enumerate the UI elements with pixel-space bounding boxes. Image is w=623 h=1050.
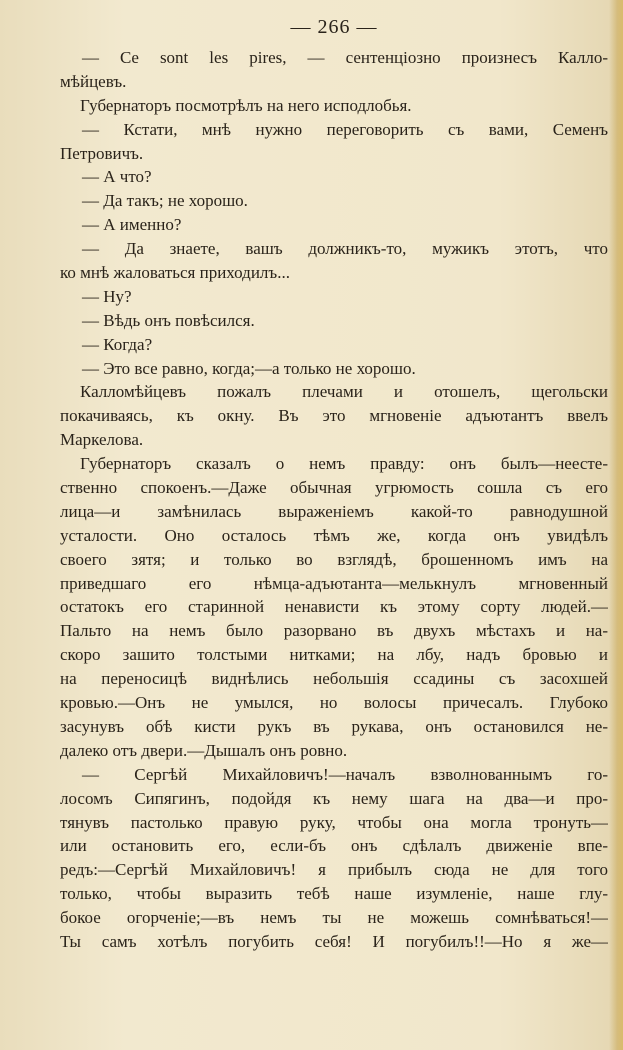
page-binding-shadow [609, 0, 623, 1050]
text-line: — Сергѣй Михайловичъ!—началъ взволнованнымъ го- [82, 764, 608, 784]
text-line: Губернаторъ посмотрѣлъ на него исподлобья. [80, 95, 412, 115]
text-line: остатокъ его старинной ненависти къ этому сорту людей.— [60, 597, 608, 617]
page-number: — 266 — [290, 16, 378, 38]
text-line: Петровичъ. [60, 143, 144, 163]
text-line: — Ce sont les pires, — сентенціозно произнесъ Калло- [82, 48, 608, 67]
text-line: — Да такъ; не хорошо. [82, 191, 248, 211]
text-line: лица—и замѣнилась выраженіемъ какой-то равнодушной [60, 501, 608, 521]
text-line: — Когда? [82, 334, 153, 354]
text-line: далеко отъ двери.—Дышалъ онъ ровно. [60, 740, 348, 760]
text-line: — Это все равно, когда;—а только не хорошо. [82, 358, 416, 378]
text-line: или остановить его, если-бъ онъ сдѣлалъ движеніе впе- [60, 836, 608, 856]
text-line: тянувъ пастолько правую руку, чтобы она могла тронуть— [60, 812, 608, 832]
text-line: кровью.—Онъ не умылся, но волосы причесалъ. Глубоко [60, 693, 608, 713]
text-line: покачиваясь, къ окну. Въ это мгновеніе адъютантъ ввелъ [60, 406, 608, 426]
text-body [60, 46, 608, 954]
text-line: только, чтобы выразить тебѣ наше изумленіе, наше глу- [60, 884, 608, 904]
text-line: на переносицѣ виднѣлись небольшія ссадины съ засохшей [60, 669, 608, 689]
text-line: своего зятя; и только во взглядѣ, брошенномъ имъ на [60, 549, 608, 569]
text-line: лосомъ Сипягинъ, подойдя къ нему шага на два—и про- [60, 788, 608, 808]
text-line: Пальто на немъ было разорвано въ двухъ мѣстахъ и на- [60, 621, 608, 641]
text-line: — Вѣдь онъ повѣсился. [82, 310, 255, 330]
text-line: ственно спокоенъ.—Даже обычная угрюмость сошла съ его [60, 478, 608, 498]
text-line: — Да знаете, вашъ должникъ-то, мужикъ этотъ, что [82, 239, 608, 259]
text-line: бокое огорченіе;—въ немъ ты не можешь сомнѣваться!— [60, 908, 608, 928]
text-line: Ты самъ хотѣлъ погубить себя! И погубилъ!!—Но я же— [60, 931, 608, 951]
text-line: усталости. Оно осталось тѣмъ же, когда онъ увидѣлъ [60, 525, 608, 545]
text-line: — А именно? [82, 215, 182, 235]
text-line: Маркелова. [60, 430, 144, 450]
book-page [60, 10, 608, 954]
text-line: Калломѣйцевъ пожалъ плечами и отошелъ, щегольски [80, 382, 608, 402]
text-line: засунувъ обѣ кисти рукъ въ рукава, онъ остановился не- [60, 716, 608, 736]
text-line: приведшаго его нѣмца-адъютанта—мелькнулъ мгновенный [60, 573, 608, 593]
text-line: — А что? [82, 167, 152, 187]
text-line: редъ:—Сергѣй Михайловичъ! я прибылъ сюда не для того [60, 860, 608, 880]
text-line: мѣйцевъ. [60, 71, 127, 91]
text-line: ко мнѣ жаловаться приходилъ... [60, 263, 290, 283]
text-line: — Кстати, мнѣ нужно переговорить съ вами, Семенъ [82, 119, 608, 139]
text-line: Губернаторъ сказалъ о немъ правду: онъ былъ—неесте- [80, 454, 608, 474]
text-line: скоро зашито толстыми нитками; на лбу, надъ бровью и [60, 645, 608, 665]
text-line: — Ну? [82, 286, 132, 306]
